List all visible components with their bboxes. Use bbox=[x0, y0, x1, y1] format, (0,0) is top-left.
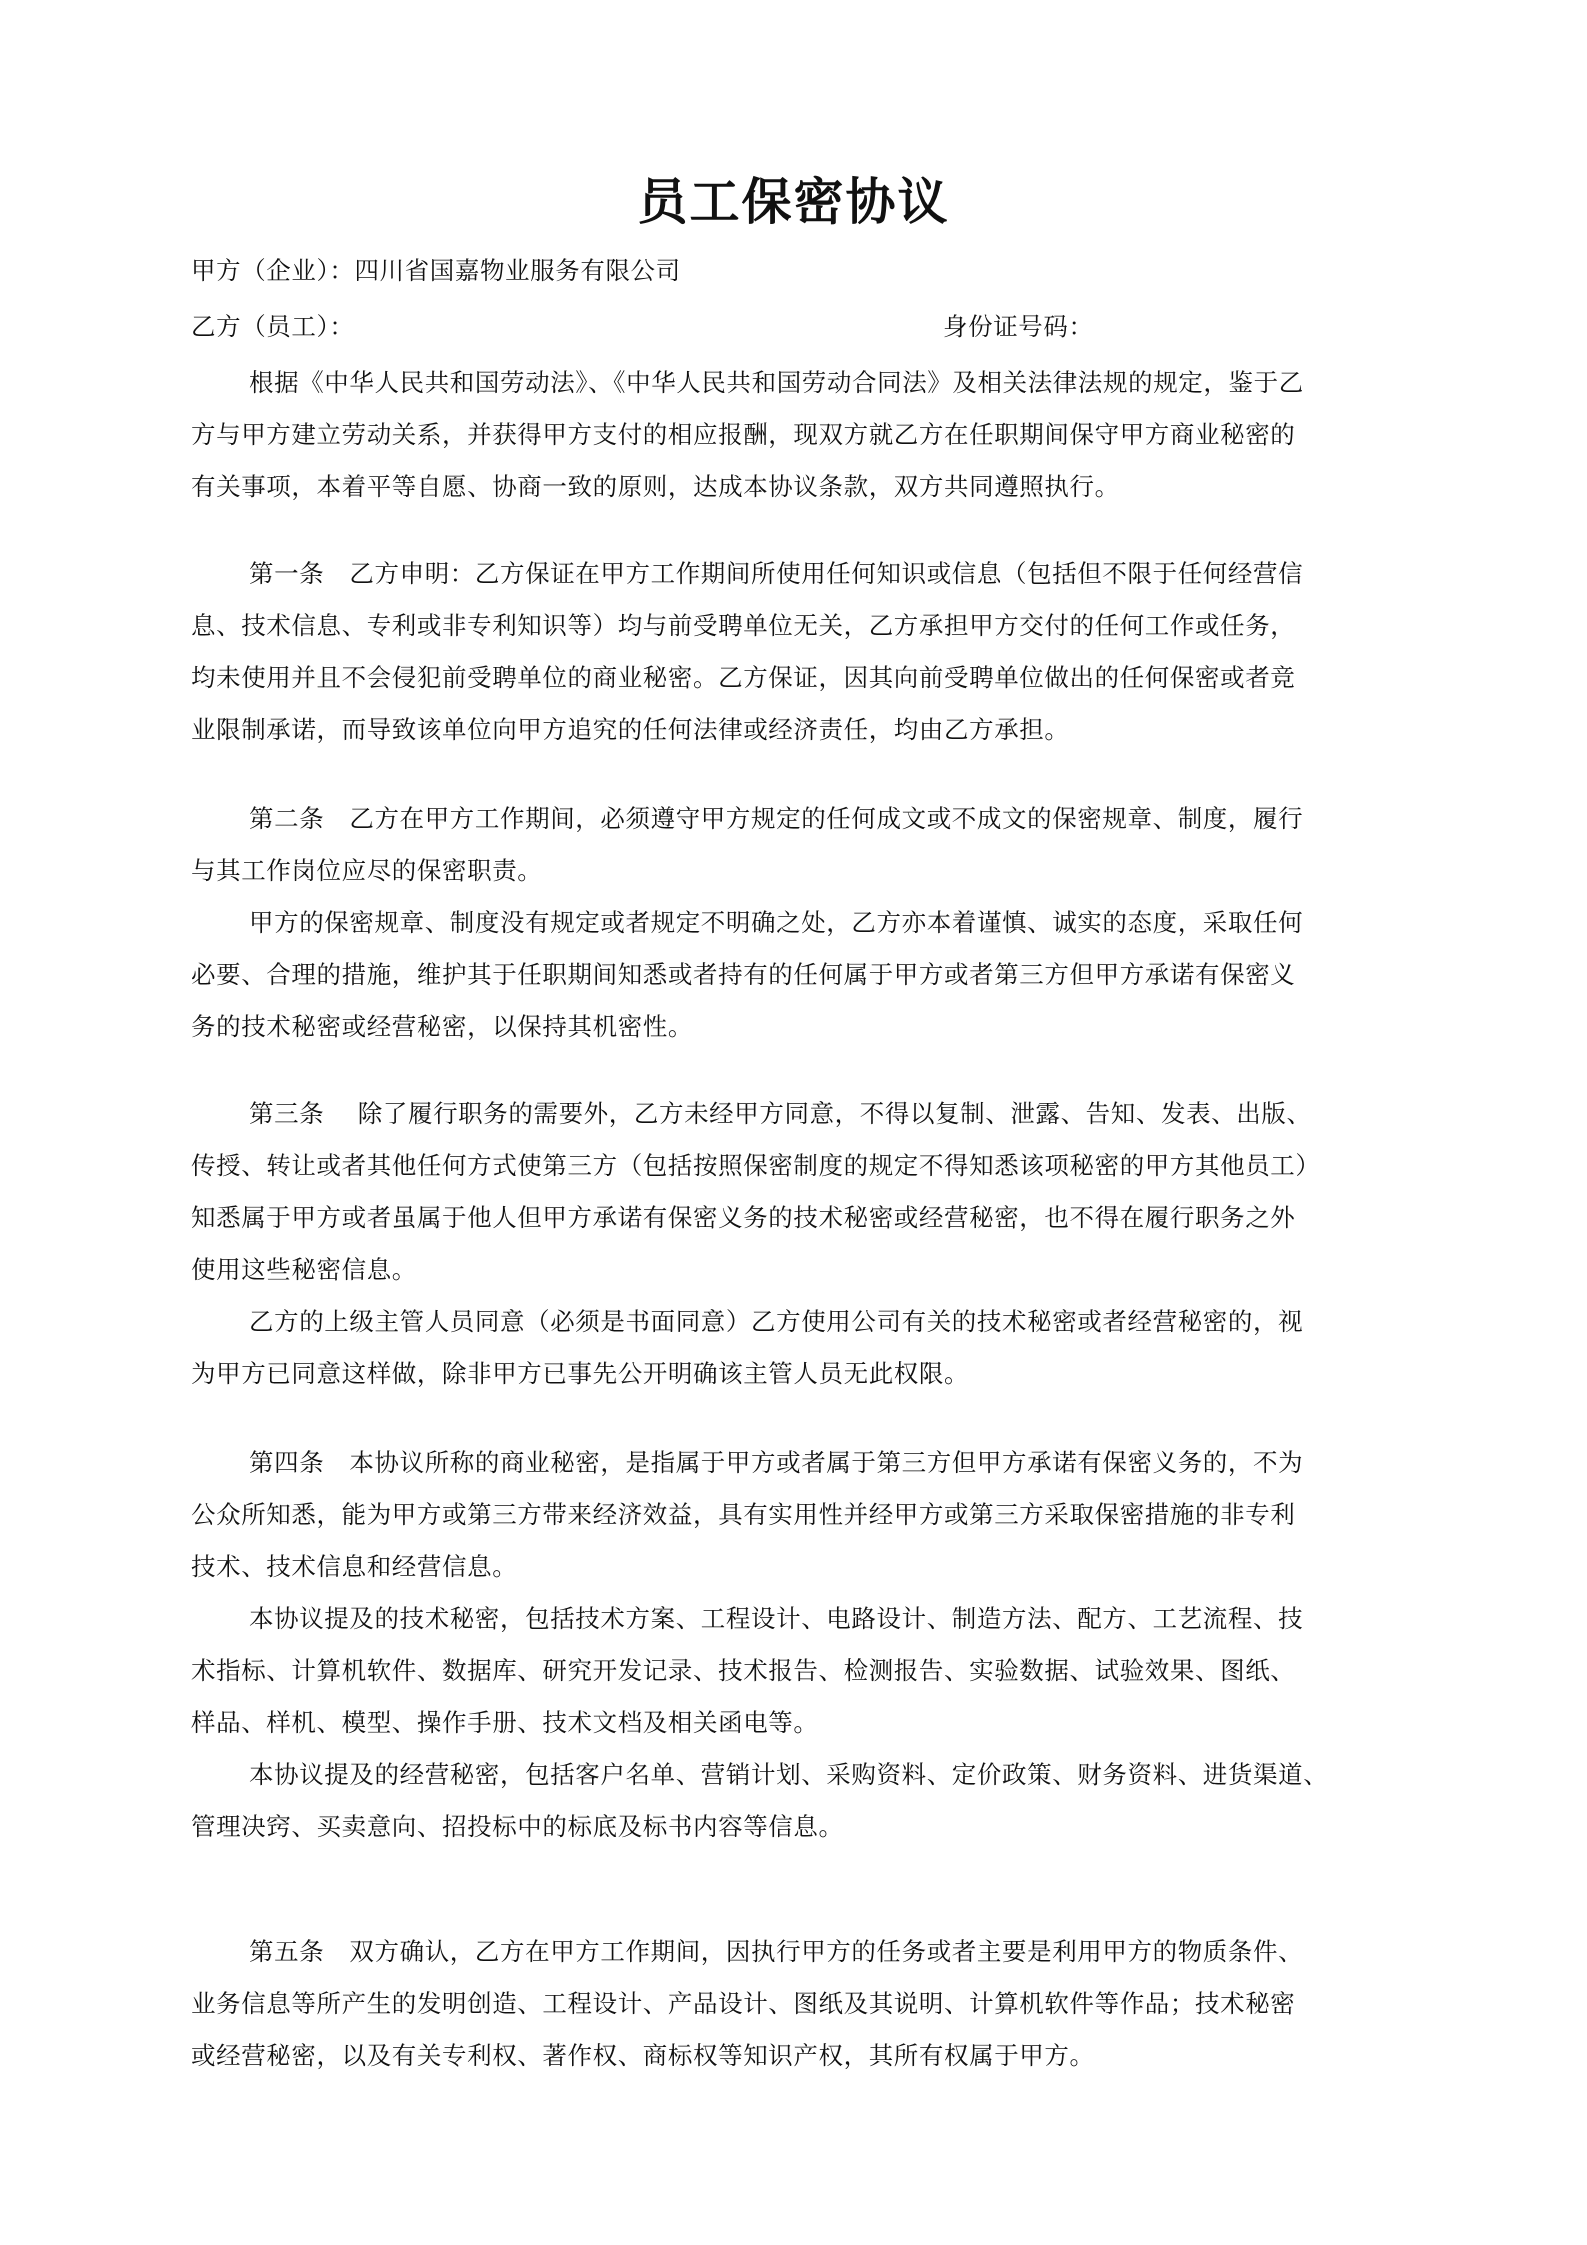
preamble-line: 有关事项，本着平等自愿、协商一致的原则，达成本协议条款，双方共同遵照执行。 bbox=[191, 472, 1120, 501]
party-b-line bbox=[191, 310, 1431, 344]
document-title: 员工保密协议 bbox=[637, 173, 950, 231]
article-2-line: 甲方的保密规章、制度没有规定或者规定不明确之处，乙方亦本着谨慎、诚实的态度，采取任何 bbox=[249, 908, 1304, 937]
article-3-line: 乙方的上级主管人员同意（必须是书面同意）乙方使用公司有关的技术秘密或者经营秘密的，视 bbox=[249, 1307, 1304, 1336]
article-4-line: 管理决窍、买卖意向、招投标中的标底及标书内容等信息。 bbox=[191, 1812, 844, 1841]
preamble-line: 方与甲方建立劳动关系，并获得甲方支付的相应报酬，现双方就乙方在任职期间保守甲方商业秘密的 bbox=[191, 420, 1296, 449]
article-1-line: 业限制承诺，而导致该单位向甲方追究的任何法律或经济责任，均由乙方承担。 bbox=[191, 715, 1070, 744]
article-3-line: 知悉属于甲方或者虽属于他人但甲方承诺有保密义务的技术秘密或经营秘密，也不得在履行职务之外 bbox=[191, 1203, 1296, 1232]
article-1-line: 息、技术信息、专利或非专利知识等）均与前受聘单位无关，乙方承担甲方交付的任何工作或任务， bbox=[191, 611, 1296, 640]
article-2-line: 与其工作岗位应尽的保密职责。 bbox=[191, 856, 543, 885]
article-1-line: 均未使用并且不会侵犯前受聘单位的商业秘密。乙方保证，因其向前受聘单位做出的任何保密或者竞 bbox=[191, 663, 1296, 692]
article-4-line: 本协议提及的技术秘密，包括技术方案、工程设计、电路设计、制造方法、配方、工艺流程、技 bbox=[249, 1604, 1304, 1633]
party-a-line: 甲方（企业）：四川省国嘉物业服务有限公司 bbox=[191, 256, 681, 285]
party-b-label: 乙方（员工）： bbox=[191, 312, 355, 341]
article-4-line: 样品、样机、模型、操作手册、技术文档及相关函电等。 bbox=[191, 1708, 819, 1737]
article-4-line: 公众所知悉，能为甲方或第三方带来经济效益，具有实用性并经甲方或第三方采取保密措施的非专利 bbox=[191, 1500, 1296, 1529]
id-number-label: 身份证号码： bbox=[943, 312, 1094, 341]
article-2-line: 必要、合理的措施，维护其于任职期间知悉或者持有的任何属于甲方或者第三方但甲方承诺有保密义 bbox=[191, 960, 1296, 989]
article-4-line: 本协议提及的经营秘密，包括客户名单、营销计划、采购资料、定价政策、财务资料、进货渠道、 bbox=[249, 1760, 1329, 1789]
article-4-line: 术指标、计算机软件、数据库、研究开发记录、技术报告、检测报告、实验数据、试验效果、图纸、 bbox=[191, 1656, 1296, 1685]
article-3-line: 第三条 除了履行职务的需要外，乙方未经甲方同意，不得以复制、泄露、告知、发表、出版、 bbox=[249, 1099, 1312, 1128]
article-4-line: 技术、技术信息和经营信息。 bbox=[191, 1552, 518, 1581]
article-1-line: 第一条 乙方申明：乙方保证在甲方工作期间所使用任何知识或信息（包括但不限于任何经营信 bbox=[249, 559, 1304, 588]
article-2-line: 第二条 乙方在甲方工作期间，必须遵守甲方规定的任何成文或不成文的保密规章、制度，履行 bbox=[249, 804, 1304, 833]
article-5-line: 业务信息等所产生的发明创造、工程设计、产品设计、图纸及其说明、计算机软件等作品；技术秘密 bbox=[191, 1989, 1296, 2018]
article-3-line: 传授、转让或者其他任何方式使第三方（包括按照保密制度的规定不得知悉该项秘密的甲方其他员工） bbox=[191, 1151, 1321, 1180]
article-3-line: 为甲方已同意这样做，除非甲方已事先公开明确该主管人员无此权限。 bbox=[191, 1359, 970, 1388]
article-4-line: 第四条 本协议所称的商业秘密，是指属于甲方或者属于第三方但甲方承诺有保密义务的，不为 bbox=[249, 1448, 1304, 1477]
article-5-line: 第五条 双方确认，乙方在甲方工作期间，因执行甲方的任务或者主要是利用甲方的物质条件、 bbox=[249, 1937, 1304, 1966]
preamble-line: 根据《中华人民共和国劳动法》、《中华人民共和国劳动合同法》及相关法律法规的规定，鉴于乙 bbox=[249, 368, 1304, 397]
article-2-line: 务的技术秘密或经营秘密，以保持其机密性。 bbox=[191, 1012, 693, 1041]
article-3-line: 使用这些秘密信息。 bbox=[191, 1255, 417, 1284]
article-5-line: 或经营秘密，以及有关专利权、著作权、商标权等知识产权，其所有权属于甲方。 bbox=[191, 2041, 1095, 2070]
